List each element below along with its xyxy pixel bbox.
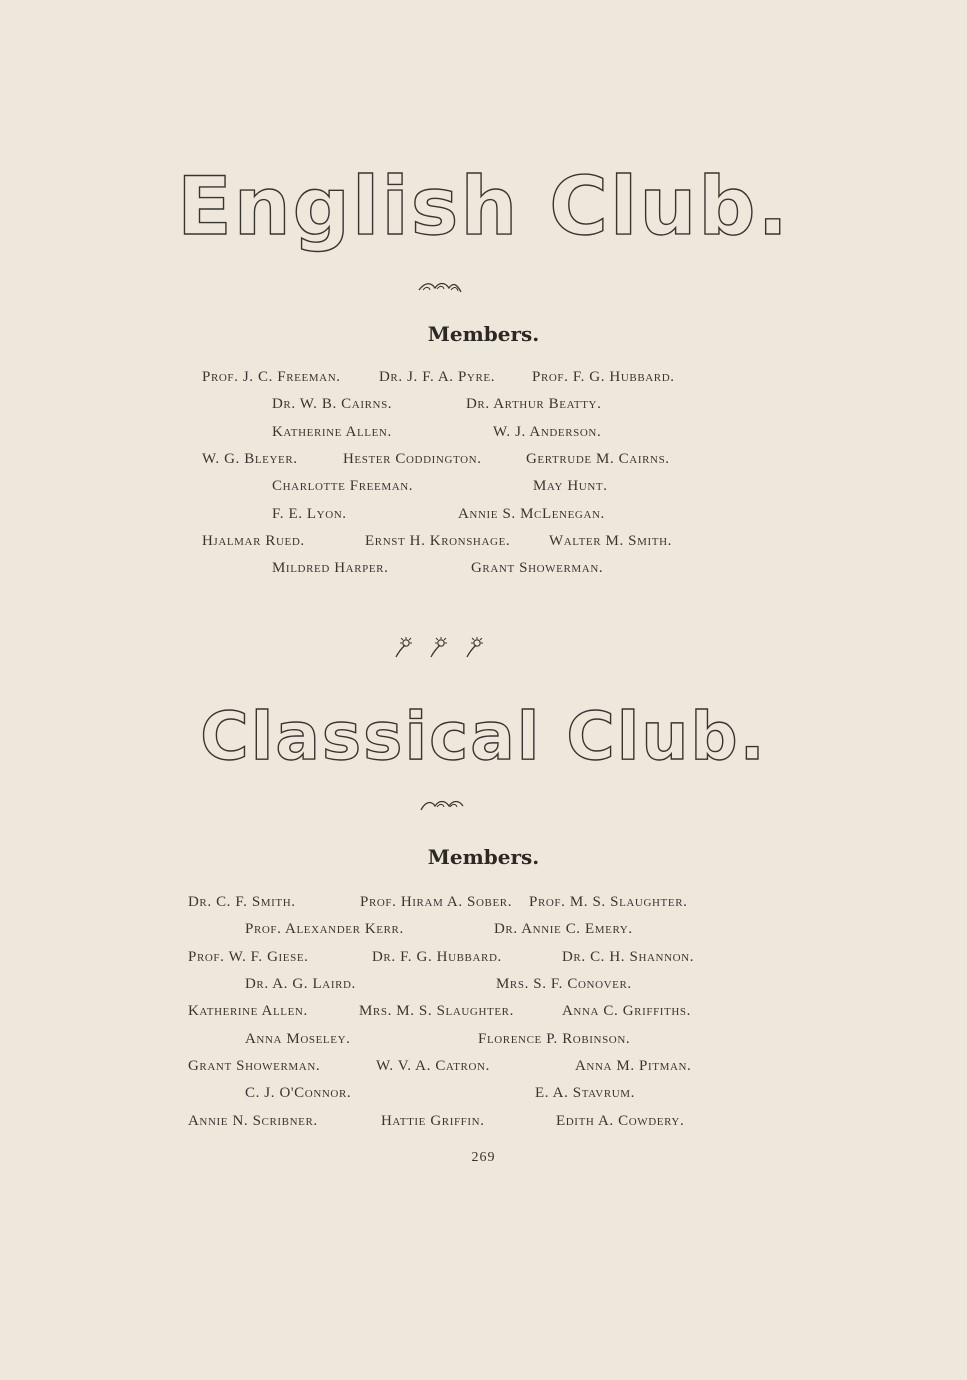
- classical-members-heading: Members.: [427, 845, 540, 869]
- classical-member: Annie N. Scribner.: [188, 1113, 318, 1129]
- classical-member: Dr. C. H. Shannon.: [562, 949, 695, 965]
- classical-member: Anna Moseley.: [245, 1031, 351, 1047]
- english-member: F. E. Lyon.: [272, 506, 347, 522]
- classical-member: C. J. O'Connor.: [245, 1085, 352, 1101]
- english-member: Hjalmar Rued.: [202, 533, 305, 549]
- flower-sprig-icon: [393, 637, 413, 659]
- classical-member: Edith A. Cowdery.: [556, 1113, 685, 1129]
- classical-member: Katherine Allen.: [188, 1003, 308, 1019]
- english-member: Prof. F. G. Hubbard.: [532, 369, 675, 385]
- page-number: 269: [471, 1150, 496, 1165]
- english-member: Gertrude M. Cairns.: [526, 451, 670, 467]
- english-member: W. G. Bleyer.: [202, 451, 298, 467]
- leaf-flourish-icon: [419, 796, 465, 814]
- classical-member: Dr. A. G. Laird.: [245, 976, 356, 992]
- english-member: Katherine Allen.: [272, 424, 392, 440]
- classical-member: Hattie Griffin.: [381, 1113, 485, 1129]
- classical-member: W. V. A. Catron.: [376, 1058, 490, 1074]
- english-club-title: English Club.: [177, 160, 790, 253]
- leaf-flourish-icon: [417, 278, 463, 296]
- english-members-heading: Members.: [427, 322, 540, 346]
- classical-member: Mrs. S. F. Conover.: [496, 976, 632, 992]
- english-member: Charlotte Freeman.: [272, 478, 414, 494]
- classical-member: E. A. Stavrum.: [535, 1085, 636, 1101]
- classical-member: Prof. Hiram A. Sober.: [360, 894, 513, 910]
- classical-club-title: Classical Club.: [200, 698, 767, 775]
- english-member: Annie S. McLenegan.: [458, 506, 605, 522]
- english-member: Prof. J. C. Freeman.: [202, 369, 341, 385]
- classical-member: Dr. C. F. Smith.: [188, 894, 296, 910]
- english-member: Grant Showerman.: [471, 560, 604, 576]
- classical-member: Prof. Alexander Kerr.: [245, 921, 404, 937]
- english-member: Walter M. Smith.: [549, 533, 672, 549]
- english-member: Hester Coddington.: [343, 451, 482, 467]
- english-member: Dr. J. F. A. Pyre.: [379, 369, 496, 385]
- english-member: Ernst H. Kronshage.: [365, 533, 511, 549]
- flower-sprig-icon: [464, 637, 484, 659]
- flower-sprig-icon: [428, 637, 448, 659]
- english-member: May Hunt.: [533, 478, 608, 494]
- classical-member: Mrs. M. S. Slaughter.: [359, 1003, 514, 1019]
- english-member: Dr. W. B. Cairns.: [272, 396, 393, 412]
- classical-member: Florence P. Robinson.: [478, 1031, 631, 1047]
- classical-member: Anna M. Pitman.: [575, 1058, 692, 1074]
- english-member: W. J. Anderson.: [493, 424, 602, 440]
- classical-member: Prof. W. F. Giese.: [188, 949, 309, 965]
- classical-member: Anna C. Griffiths.: [562, 1003, 691, 1019]
- classical-member: Grant Showerman.: [188, 1058, 321, 1074]
- classical-member: Dr. F. G. Hubbard.: [372, 949, 502, 965]
- classical-member: Dr. Annie C. Emery.: [494, 921, 633, 937]
- classical-member: Prof. M. S. Slaughter.: [529, 894, 688, 910]
- english-member: Mildred Harper.: [272, 560, 389, 576]
- english-member: Dr. Arthur Beatty.: [466, 396, 602, 412]
